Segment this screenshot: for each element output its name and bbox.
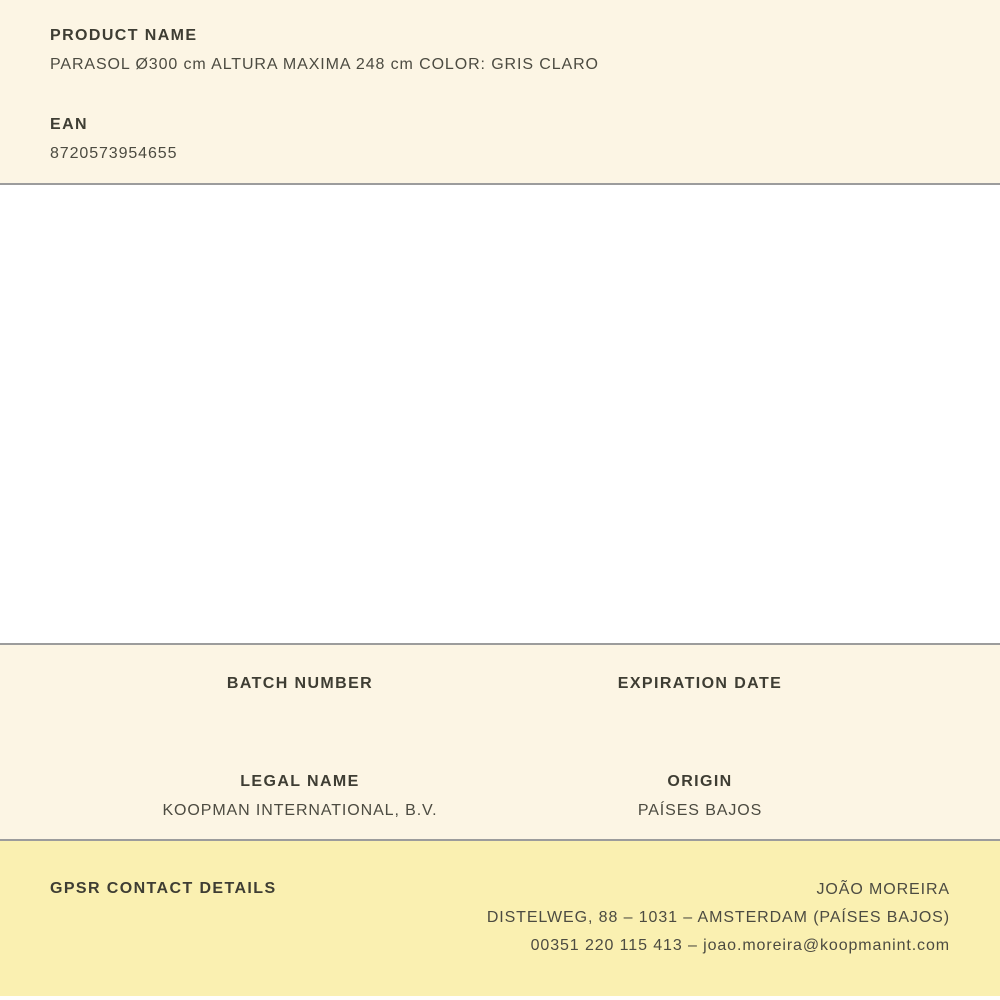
ean-value: 8720573954655 [50,145,178,162]
contact-address: DISTELWEG, 88 – 1031 – AMSTERDAM (PAÍSES BAJOS) [486,909,950,926]
origin-value: PAÍSES BAJOS [637,802,763,819]
details-row-legal-origin [100,772,900,821]
legal-name-label: LEGAL NAME [240,773,360,790]
gpsr-contact-block [487,876,950,960]
expiration-date-cell [500,674,900,703]
product-header-section [0,0,1000,185]
product-name-value: PARASOL Ø300 cm ALTURA MAXIMA 248 cm COLOR: GRIS CLARO [50,56,599,73]
contact-name: JOÃO MOREIRA [816,881,950,898]
details-section [0,643,1000,841]
empty-content-area [0,185,1000,643]
origin-label: ORIGIN [667,773,733,790]
expiration-date-label: EXPIRATION DATE [617,675,783,692]
product-name-label: PRODUCT NAME [50,27,198,44]
batch-number-label: BATCH NUMBER [226,675,374,692]
gpsr-contact-section [0,841,1000,996]
gpsr-contact-details-label: GPSR CONTACT DETAILS [50,880,277,897]
origin-cell [500,772,900,821]
ean-label: EAN [50,116,88,133]
contact-phone-email: 00351 220 115 413 – joao.moreira@koopmanint.com [530,937,950,954]
details-row-batch-expiration [100,674,900,703]
legal-name-value: KOOPMAN INTERNATIONAL, B.V. [162,802,438,819]
legal-name-cell [100,772,500,821]
batch-number-cell [100,674,500,703]
